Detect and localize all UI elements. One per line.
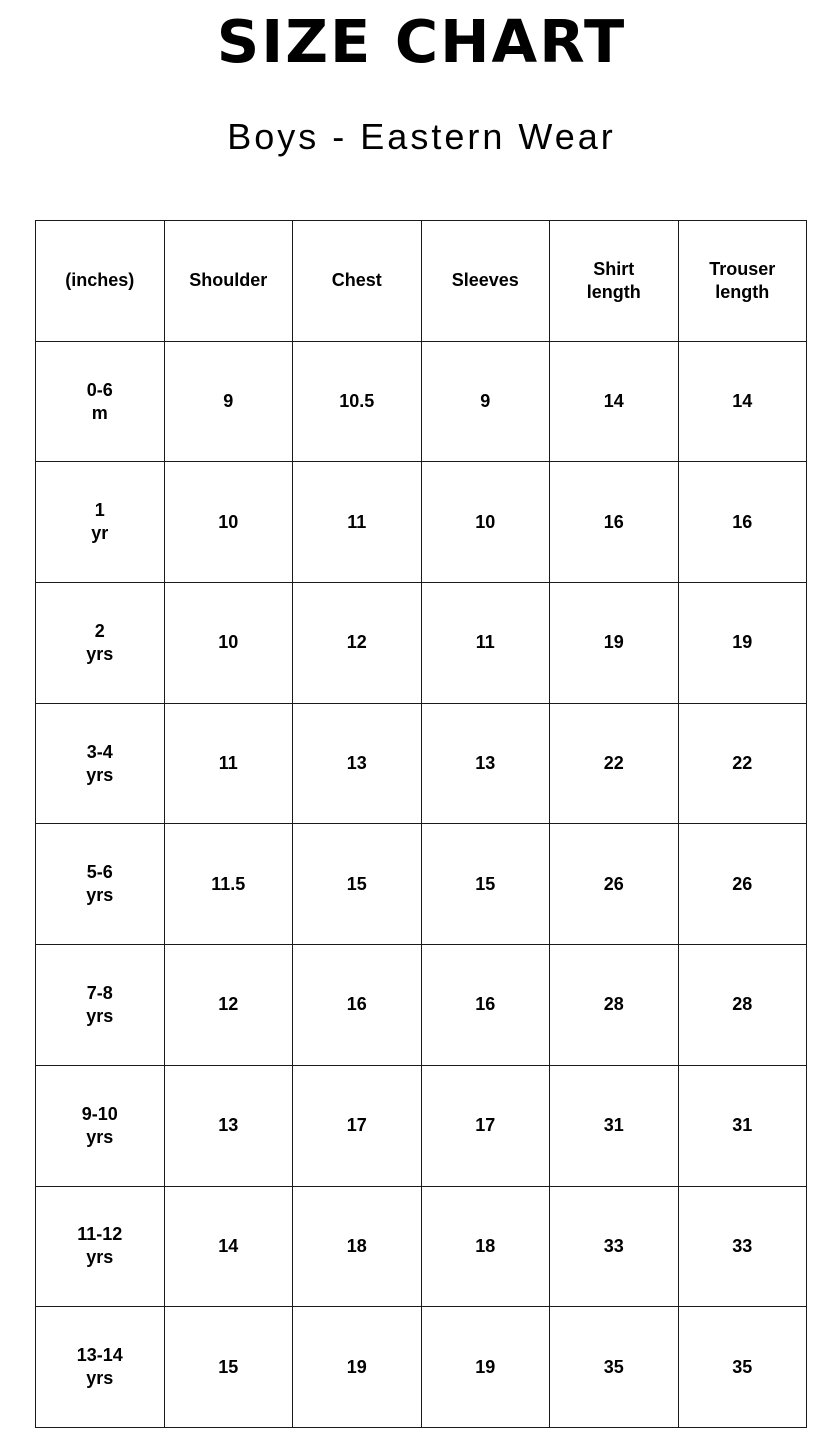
sleeves-cell: 18 (421, 1186, 550, 1307)
sleeves-cell: 17 (421, 1065, 550, 1186)
table-body (36, 341, 807, 1427)
header-cell-sleeves (421, 221, 550, 342)
chest-cell: 10.5 (293, 341, 422, 462)
header-cell-line: Trouser (709, 258, 776, 279)
trouser-length-cell: 35 (678, 1307, 807, 1428)
chest-cell: 17 (293, 1065, 422, 1186)
trouser-length-cell: 14 (678, 341, 807, 462)
sleeves-cell: 15 (421, 824, 550, 945)
shoulder-cell: 13 (164, 1065, 293, 1186)
table-header-row (36, 221, 807, 342)
table-row (36, 1065, 807, 1186)
table-row (36, 945, 807, 1066)
size-range: 0-6 (86, 379, 113, 400)
size-cell (36, 583, 165, 704)
header-cell-line: (inches) (65, 270, 135, 291)
page-subtitle: Boys - Eastern Wear (227, 116, 616, 157)
shirt-length-cell: 28 (550, 945, 679, 1066)
chest-cell: 12 (293, 583, 422, 704)
table-row (36, 462, 807, 583)
shirt-length-cell: 35 (550, 1307, 679, 1428)
size-cell (36, 462, 165, 583)
chest-cell: 18 (293, 1186, 422, 1307)
size-unit: yrs (86, 1368, 114, 1389)
shoulder-cell: 11.5 (164, 824, 293, 945)
header-cell-shirt-length (550, 221, 679, 342)
size-unit: yrs (86, 885, 114, 906)
size-range: 5-6 (86, 862, 113, 883)
size-cell (36, 703, 165, 824)
header-cell-line: length (715, 281, 770, 302)
shirt-length-cell: 14 (550, 341, 679, 462)
trouser-length-cell: 19 (678, 583, 807, 704)
trouser-length-cell: 31 (678, 1065, 807, 1186)
size-cell (36, 1186, 165, 1307)
page-title: SIZE CHART (216, 7, 627, 76)
trouser-length-cell: 33 (678, 1186, 807, 1307)
size-unit: m (91, 402, 108, 423)
trouser-length-cell: 16 (678, 462, 807, 583)
size-range: 3-4 (86, 741, 113, 762)
size-range: 13-14 (76, 1345, 123, 1366)
shoulder-cell: 9 (164, 341, 293, 462)
size-cell (36, 1065, 165, 1186)
sleeves-cell: 13 (421, 703, 550, 824)
size-range: 1 (94, 500, 105, 521)
size-range: 7-8 (86, 982, 113, 1003)
chest-cell: 16 (293, 945, 422, 1066)
shirt-length-cell: 26 (550, 824, 679, 945)
header-cell-line: Shirt (593, 258, 635, 279)
header-cell-unit (36, 221, 165, 342)
shoulder-cell: 14 (164, 1186, 293, 1307)
shoulder-cell: 12 (164, 945, 293, 1066)
size-cell (36, 341, 165, 462)
header-cell-line: Sleeves (451, 270, 519, 291)
shirt-length-cell: 19 (550, 583, 679, 704)
size-cell (36, 945, 165, 1066)
header-cell-trouser-length (678, 221, 807, 342)
table-row (36, 1186, 807, 1307)
size-range: 2 (94, 620, 105, 641)
size-unit: yrs (86, 1126, 114, 1147)
sleeves-cell: 16 (421, 945, 550, 1066)
shoulder-cell: 15 (164, 1307, 293, 1428)
size-range: 11-12 (77, 1224, 123, 1245)
shirt-length-cell: 16 (550, 462, 679, 583)
trouser-length-cell: 28 (678, 945, 807, 1066)
sleeves-cell: 10 (421, 462, 550, 583)
header-cell-line: Chest (331, 270, 382, 291)
chest-cell: 13 (293, 703, 422, 824)
header-cell-line: length (586, 281, 641, 302)
size-chart-table (35, 220, 807, 1428)
header-cell-shoulder (164, 221, 293, 342)
sleeves-cell: 19 (421, 1307, 550, 1428)
trouser-length-cell: 26 (678, 824, 807, 945)
shoulder-cell: 11 (164, 703, 293, 824)
shoulder-cell: 10 (164, 462, 293, 583)
sleeves-cell: 9 (421, 341, 550, 462)
shoulder-cell: 10 (164, 583, 293, 704)
shirt-length-cell: 22 (550, 703, 679, 824)
size-range: 9-10 (81, 1103, 118, 1124)
size-unit: yrs (86, 1005, 114, 1026)
size-cell (36, 1307, 165, 1428)
chest-cell: 19 (293, 1307, 422, 1428)
sleeves-cell: 11 (421, 583, 550, 704)
header-cell-chest (293, 221, 422, 342)
size-unit: yrs (86, 764, 114, 785)
size-unit: yrs (86, 1247, 114, 1268)
table-row (36, 583, 807, 704)
table-row (36, 824, 807, 945)
shirt-length-cell: 31 (550, 1065, 679, 1186)
table-row (36, 341, 807, 462)
table-row (36, 1307, 807, 1428)
chest-cell: 15 (293, 824, 422, 945)
header-cell-line: Shoulder (189, 270, 268, 291)
shirt-length-cell: 33 (550, 1186, 679, 1307)
size-unit: yr (91, 523, 109, 544)
size-cell (36, 824, 165, 945)
size-unit: yrs (86, 643, 114, 664)
trouser-length-cell: 22 (678, 703, 807, 824)
table-row (36, 703, 807, 824)
chest-cell: 11 (293, 462, 422, 583)
